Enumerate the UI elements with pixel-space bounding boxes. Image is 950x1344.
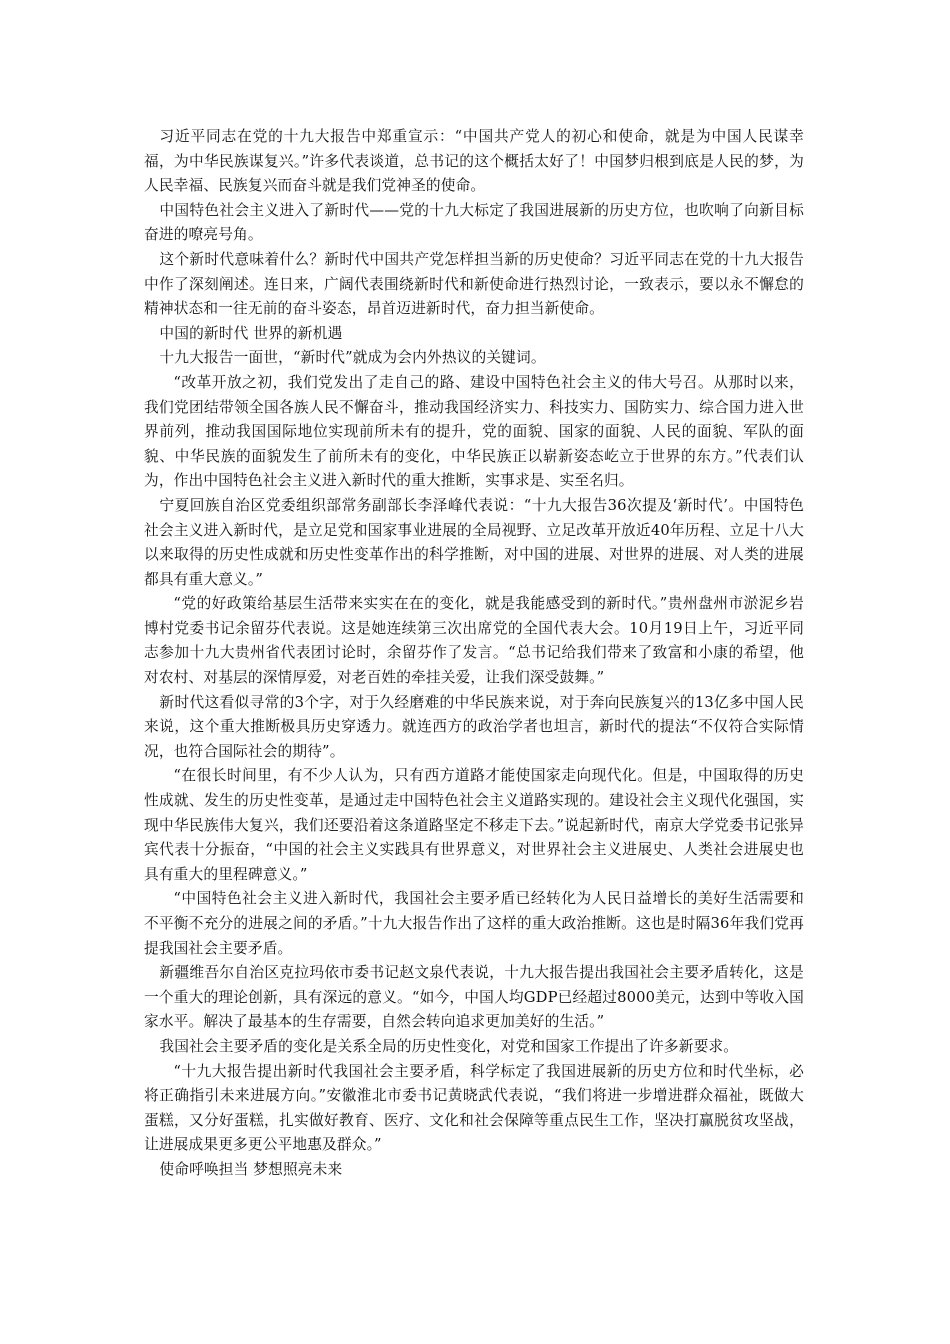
paragraph-new-era: 中国特色社会主义进入了新时代——党的十九大标定了我国进展新的历史方位，也吹响了向新目标奋进的嘹亮号角。	[144, 201, 804, 244]
paragraph-meaning: 这个新时代意味着什么？新时代中国共产党怎样担当新的历史使命？习近平同志在党的十九大报告中作了深刻阐述。连日来，广阔代表围绕新时代和新使命进行热烈讨论，一致表示，要以永不懈怠的精神状态和一往无前的奋斗姿态，昂首迈进新时代，奋力担当新使命。	[144, 250, 804, 318]
paragraph-new-requirements: 我国社会主要矛盾的变化是关系全局的历史性变化，对党和国家工作提出了许多新要求。	[159, 1037, 739, 1055]
paragraph-nanjing: “在很长时间里，有不少人认为，只有西方道路才能使国家走向现代化。但是，中国取得的历史性成就、发生的历史性变革，是通过走中国特色社会主义道路实现的。建设社会主义现代化强国，实现中华民族伟大复兴，我们还要沿着这条道路坚定不移走下去。”说起新时代，南京大学党委书记张异宾代表十分振奋，“中国的社会主义实践具有世界意义，对世界社会主义进展史、人类社会进展史也具有重大的里程碑意义。”	[144, 767, 804, 883]
paragraph-reform: “改革开放之初，我们党发出了走自己的路、建设中国特色社会主义的伟大号召。从那时以来，我们党团结带领全国各族人民不懈奋斗，推动我国经济实力、科技实力、国防实力、综合国力进入世界前列，推动我国国际地位实现前所未有的提升，党的面貌、国家的面貌、人民的面貌、军队的面貌、中华民族的面貌发生了前所未有的变化，中华民族正以崭新姿态屹立于世界的东方。”代表们认为，作出中国特色社会主义进入新时代的重大推断，实事求是、实至名归。	[144, 373, 804, 490]
paragraph-ningxia: 宁夏回族自治区党委组织部常务副部长李泽峰代表说：“十九大报告36次提及‘新时代’。中国特色社会主义进入新时代，是立足党和国家事业进展的全局视野、立足改革开放近40年历程、立足十八大以来取得的历史性成就和历史性变革作出的科学推断，对中国的进展、对世界的进展、对人类的进展都具有重大意义。”	[144, 496, 804, 588]
paragraph-xinjiang: 新疆维吾尔自治区克拉玛依市委书记赵文泉代表说，十九大报告提出我国社会主要矛盾转化，这是一个重大的理论创新，具有深远的意义。“如今，中国人均GDP已经超过8000美元，达到中等收入国家水平。解决了最基本的生存需要，自然会转向追求更加美好的生活。”	[144, 964, 804, 1031]
paragraph-contradiction: “中国特色社会主义进入新时代，我国社会主要矛盾已经转化为人民日益增长的美好生活需要和不平衡不充分的进展之间的矛盾。”十九大报告作出了这样的重大政治推断。这也是时隔36年我们党再提我国社会主要矛盾。	[144, 890, 804, 957]
paragraph-three-words: 新时代这看似寻常的3个字，对于久经磨难的中华民族来说，对于奔向民族复兴的13亿多中国人民来说，这个重大推断极具历史穿透力。就连西方的政治学者也坦言，新时代的提法“不仅符合实际情况，也符合国际社会的期待”。	[144, 693, 804, 760]
paragraph-guizhou: “党的好政策给基层生活带来实实在在的变化，就是我能感受到的新时代。”贵州盘州市淤泥乡岩博村党委书记余留芬代表说。这是她连续第三次出席党的全国代表大会。10月19日上午，习近平同志参加十九大贵州省代表团讨论时，余留芬作了发言。“总书记给我们带来了致富和小康的希望，他对农村、对基层的深情厚爱，对老百姓的牵挂关爱，让我们深受鼓舞。”	[144, 595, 804, 687]
paragraph-anhui: “十九大报告提出新时代我国社会主要矛盾，科学标定了我国进展新的历史方位和时代坐标，必将正确指引未来进展方向。”安徽淮北市委书记黄晓武代表说，“我们将进一步增进群众福祉，既做大蛋糕，又分好蛋糕，扎实做好教育、医疗、文化和社会保障等重点民生工作，坚决打赢脱贫攻坚战，让进展成果更多更公平地惠及群众。”	[144, 1062, 804, 1154]
document-body	[144, 125, 804, 1183]
section-heading-new-era: 中国的新时代 世界的新机遇	[159, 324, 343, 342]
paragraph-intro: 习近平同志在党的十九大报告中郑重宣示：“中国共产党人的初心和使命，就是为中国人民谋幸福，为中华民族谋复兴。”许多代表谈道，总书记的这个概括太好了！中国梦归根到底是人民的梦，为人民幸福、民族复兴而奋斗就是我们党神圣的使命。	[144, 128, 804, 195]
section-heading-mission: 使命呼唤担当 梦想照亮未来	[159, 1160, 343, 1178]
paragraph-keyword: 十九大报告一面世，“新时代”就成为会内外热议的关键词。	[159, 349, 546, 367]
